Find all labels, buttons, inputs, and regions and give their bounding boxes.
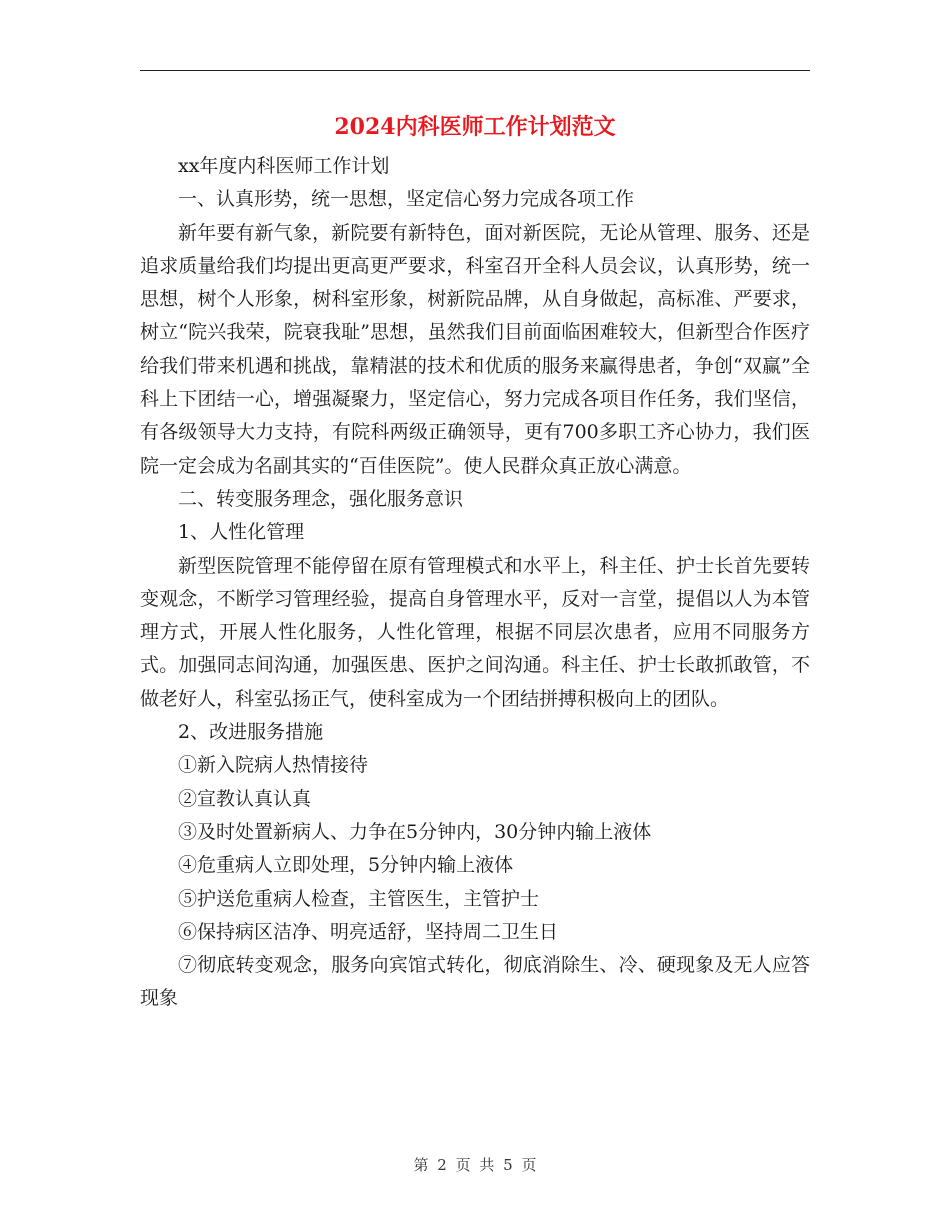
list-item: ①新入院病人热情接待 [178, 754, 369, 777]
paragraph-section-2-heading: 二、转变服务理念，强化服务意识 [178, 487, 464, 510]
list-item: ④危重病人立即处理，5分钟内输上液体 [178, 854, 514, 877]
paragraph-subsection-1-heading: 1、人性化管理 [178, 521, 305, 544]
paragraph-section-1-body: 新年要有新气象，新院要有新特色，面对新医院，无论从管理、服务、还是追求质量给我们均提出更高更严要求，科室召开全科人员会议，认真形势，统一思想，树个人形象，树科室形象，树新院品牌，从自身做起，高标准、严要求，树立“院兴我荣，院衰我耻”思想，虽然我们目前面临困难较大，但新型合作医疗给我们带来机遇和挑战，靠精湛的技术和优质的服务来赢得患者，争创“双赢”全科上下团结一心，增强凝聚力，坚定信心，努力完成各项目作任务，我们坚信，有各级领导大力支持，有院科两级正确领导，更有700多职工齐心协力，我们医院一定会成为名副其实的“百佳医院”。使人民群众真正放心满意。 [140, 221, 810, 477]
list-item: ⑤护送危重病人检查，主管医生，主管护士 [178, 887, 540, 910]
paragraph-subsection-1-body: 新型医院管理不能停留在原有管理模式和水平上，科主任、护士长首先要转变观念，不断学习管理经验，提高自身管理水平，反对一言堂，提倡以人为本管理方式，开展人性化服务，人性化管理，根据不同层次患者，应用不同服务方式。加强同志间沟通，加强医患、医护之间沟通。科主任、护士长敢抓敢管，不做老好人，科室弘扬正气，使科室成为一个团结拼搏积极向上的团队。 [140, 554, 810, 710]
paragraph-subsection-2-heading: 2、改进服务措施 [178, 721, 324, 744]
header-rule [140, 70, 810, 71]
list-item: ②宣教认真认真 [178, 787, 312, 810]
page-number: 第 2 页 共 5 页 [413, 1156, 537, 1174]
paragraph-section-1-heading: 一、认真形势，统一思想，坚定信心努力完成各项工作 [178, 188, 635, 211]
list-item: ⑦彻底转变观念，服务向宾馆式转化，彻底消除生、冷、硬现象及无人应答现象 [140, 954, 810, 1010]
paragraph-plan-heading: xx年度内科医师工作计划 [178, 155, 390, 177]
document-body [140, 150, 810, 1016]
list-item: ⑥保持病区洁净、明亮适舒，坚持周二卫生日 [178, 920, 559, 943]
document-title: 2024内科医师工作计划范文 [334, 114, 616, 140]
list-item: ③及时处置新病人、力争在5分钟内，30分钟内输上液体 [178, 820, 652, 843]
